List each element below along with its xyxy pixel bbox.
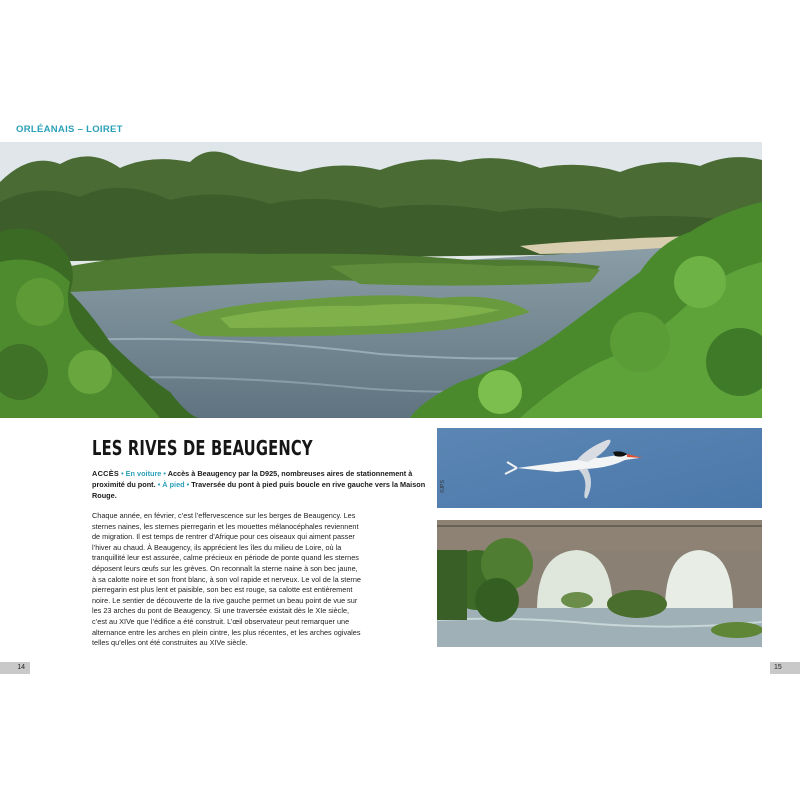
foot-access-label: À pied xyxy=(162,480,185,489)
article-body xyxy=(92,511,362,649)
bullet-separator: • xyxy=(157,480,161,489)
hero-photo-loire-river xyxy=(0,142,762,418)
car-access-text: Accès à Beaugency par la D925, nombreuses aires de stationnement à proximité du pont. xyxy=(92,469,413,489)
beaugency-bridge-photo xyxy=(437,520,762,647)
access-label: ACCÈS xyxy=(92,469,120,478)
bullet-separator: • xyxy=(163,469,166,478)
bullet-separator: • xyxy=(121,469,124,478)
page-number-left-text: 14 xyxy=(17,664,25,671)
body-paragraph: Chaque année, en février, c’est l’effervescence sur les berges de Beaugency. Les sternes naines, les sternes pierregarin et les mouettes mélanocéphales reviennent de migration. Il est temps de rentrer d’Afrique pour ces oiseaux qui aiment passer l’hiver au chaud. À Beaugency, ils apprécient les îles du milieu de Loire, où la tranquillité leur est assurée, calme précieux en période de ponte quand les sternes déposent leurs œufs sur les grèves. On reconnaît la sterne naine à son bec jaune, à sa calotte noire et son front blanc, à son vol rapide et nerveux. Le vol de la sterne pierregarin est plus lent et paisible, son bec est rouge, sa calotte est entièrement noire. Le sentier de découverte de la rive gauche permet un beau point de vue sur les 23 arches du pont de Beaugency. Si une traversée existait dès le XIe siècle, c’est au XIVe que l’édifice a été construit. L’œil observateur peut remarquer une alternance entre les arches en plein cintre, les plus récentes, et les arches ogivales telles qu’elles ont été construites au XIVe siècle. xyxy=(92,511,361,648)
page-number-right-text: 15 xyxy=(774,664,782,671)
foot-access-text: Traversée du pont à pied puis boucle en rive gauche vers la Maison Rouge. xyxy=(92,480,426,500)
photo-credit: ©JPS xyxy=(440,480,446,493)
bullet-separator: • xyxy=(186,480,190,489)
region-header: ORLÉANAIS – LOIRET xyxy=(16,124,123,135)
article-title: LES RIVES DE BEAUGENCY xyxy=(92,436,313,460)
page-number-right xyxy=(770,662,800,674)
page-number-left xyxy=(0,662,30,674)
access-info xyxy=(92,468,427,501)
car-access-label: En voiture xyxy=(125,469,162,478)
tern-photo xyxy=(437,428,762,508)
